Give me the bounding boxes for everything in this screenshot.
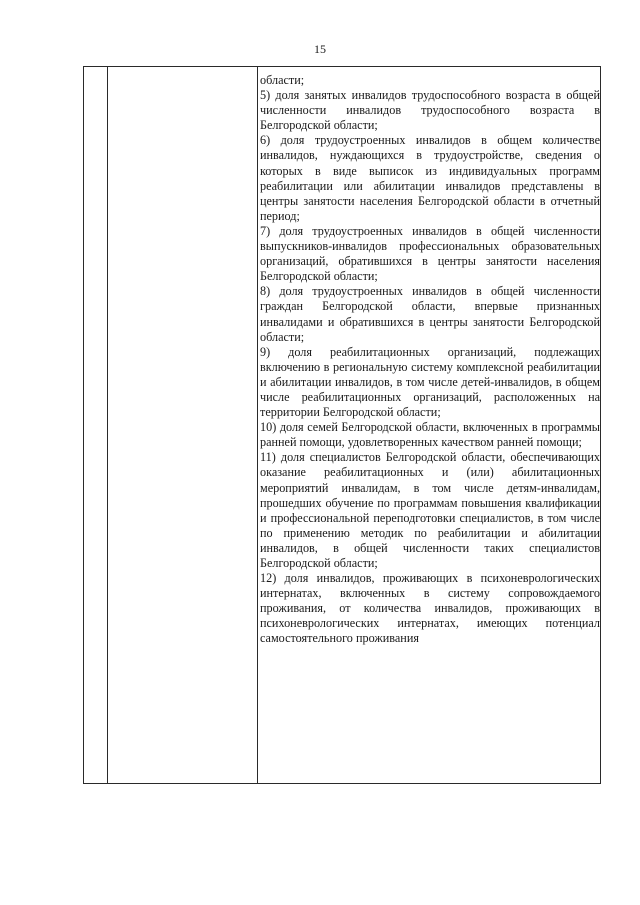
paragraph: 8) доля трудоустроенных инвалидов в общей численности граждан Белгородской области, впервые признанных инвалидами и обратившихся в центры занятости Белгородской области; — [260, 284, 600, 344]
table-cell-text — [260, 73, 600, 647]
paragraph: 12) доля инвалидов, проживающих в психоневрологических интернатах, включенных в систему сопровождаемого проживания, от количества инвалидов, проживающих в психоневрологических интернатах, имеющих потенциал самостоятельного проживания — [260, 571, 600, 646]
page-number: 15 — [314, 42, 326, 56]
paragraph: 11) доля специалистов Белгородской области, обеспечивающих оказание реабилитационных и (или) абилитационных мероприятий инвалидам, в том числе детям-инвалидам, прошедших обучение по программам повышения квалификации и профессиональной переподготовки специалистов, в том числе по применению методик по реабилитации и абилитации инвалидов, в общей численности таких специалистов Белгородской области; — [260, 450, 600, 570]
table-column-divider — [257, 67, 258, 783]
paragraph: 6) доля трудоустроенных инвалидов в общем количестве инвалидов, нуждающихся в трудоустройстве, сведения о которых в виде выписок из индивидуальных программ реабилитации или абилитации инвалидов представлены в центры занятости населения Белгородской области в отчетный период; — [260, 133, 600, 223]
paragraph: области; — [260, 73, 305, 87]
table-column-divider — [107, 67, 108, 783]
paragraph: 9) доля реабилитационных организаций, подлежащих включению в региональную систему комплексной реабилитации и абилитации инвалидов, в том числе детей-инвалидов, в общем числе реабилитационных организаций, расположенных на территории Белгородской области; — [260, 344, 600, 420]
paragraph: 5) доля занятых инвалидов трудоспособного возраста в общей численности инвалидов трудоспособного возраста в Белгородской области; — [260, 88, 600, 133]
document-table — [83, 66, 601, 784]
paragraph: 10) доля семей Белгородской области, включенных в программы ранней помощи, удовлетворенных качеством ранней помощи; — [260, 420, 600, 450]
paragraph: 7) доля трудоустроенных инвалидов в общей численности выпускников-инвалидов профессиональных образовательных организаций, обратившихся в центры занятости населения Белгородской области; — [260, 223, 600, 284]
